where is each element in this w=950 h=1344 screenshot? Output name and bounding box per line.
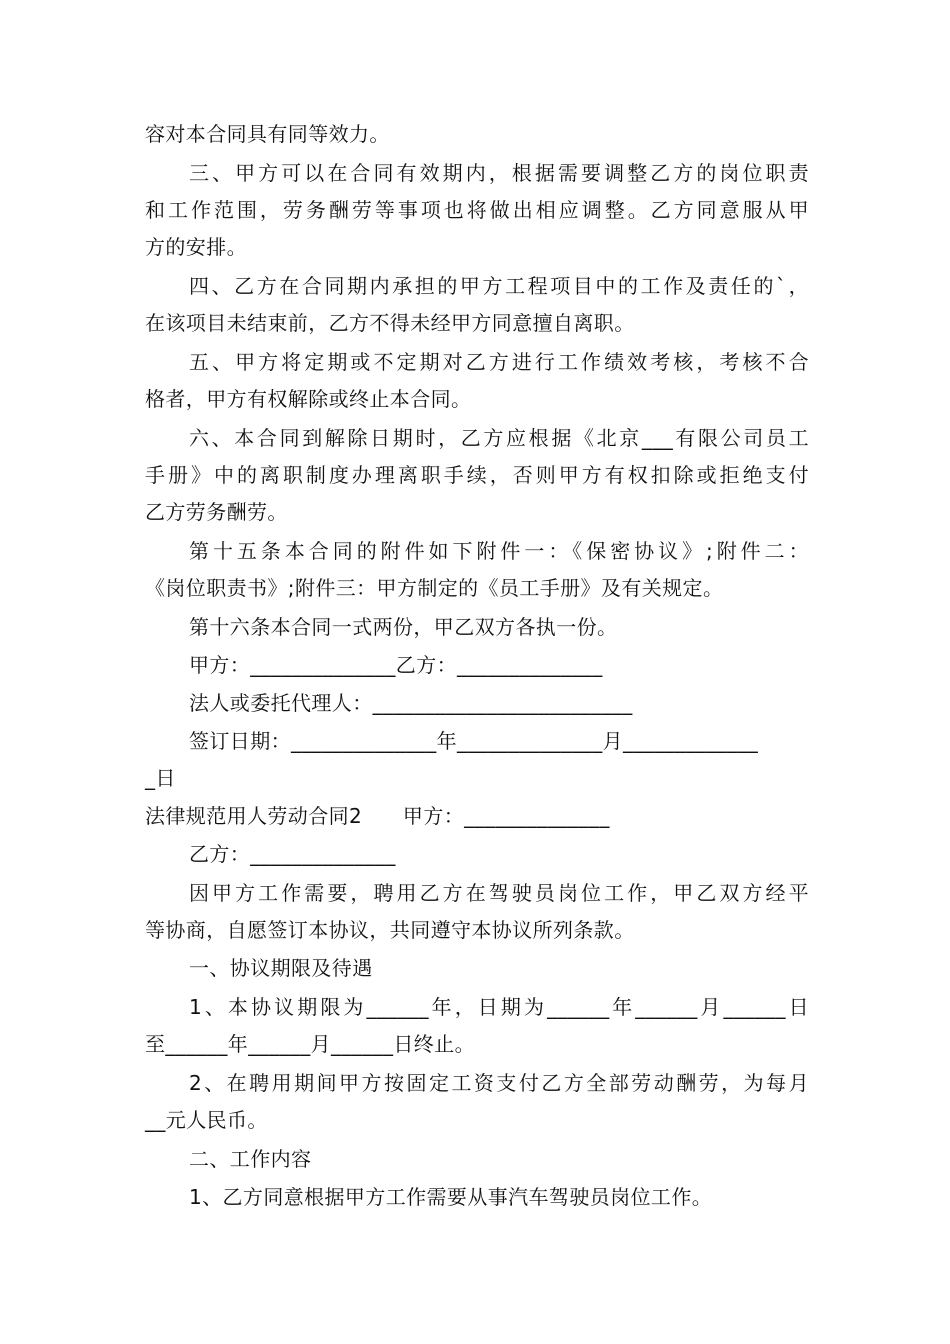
document-page (145, 116, 809, 1216)
text-line: 1、本协议期限为______年，日期为______年______月______日 (189, 995, 809, 1019)
text-line: 四、乙方在合同期内承担的甲方工程项目中的工作及责任的`， (189, 274, 809, 298)
date-line: 签订日期：______________年______________月_____________ (189, 729, 759, 753)
signature-line: 甲方：______________乙方：______________ (189, 653, 603, 677)
text-line: 六、本合同到解除日期时，乙方应根据《北京___有限公司员工 (189, 426, 809, 450)
signature-line: 乙方：______________ (189, 842, 396, 866)
text-line: 容对本合同具有同等效力。 (145, 122, 390, 146)
text-line: 三、甲方可以在合同有效期内，根据需要调整乙方的岗位职责 (189, 161, 809, 185)
signature-line: 法人或委托代理人：_________________________ (189, 691, 633, 715)
text-line: 至______年______月______日终止。 (145, 1032, 475, 1056)
text-line: 第十五条本合同的附件如下附件一：《保密协议》;附件二： (189, 539, 809, 563)
text-line: 第十六条本合同一式两份，甲乙双方各执一份。 (189, 615, 618, 639)
text-line: 1、乙方同意根据甲方工作需要从事汽车驾驶员岗位工作。 (189, 1185, 713, 1209)
text-line: 乙方劳务酬劳。 (145, 500, 288, 524)
text-line: 因甲方工作需要，聘用乙方在驾驶员岗位工作，甲乙双方经平 (189, 881, 809, 905)
section-title: 法律规范用人劳动合同2 甲方：______________ (145, 804, 610, 828)
text-line: 五、甲方将定期或不定期对乙方进行工作绩效考核，考核不合 (189, 350, 809, 374)
text-line: _日 (145, 766, 176, 790)
text-line: 2、在聘用期间甲方按固定工资支付乙方全部劳动酬劳，为每月 (189, 1071, 809, 1095)
text-line: 在该项目未结束前，乙方不得未经甲方同意擅自离职。 (145, 311, 635, 335)
text-line: 和工作范围，劳务酬劳等事项也将做出相应调整。乙方同意服从甲 (145, 198, 809, 222)
text-line: __元人民币。 (145, 1108, 268, 1132)
text-line: 等协商，自愿签订本协议，共同遵守本协议所列条款。 (145, 918, 635, 942)
clause-heading: 二、工作内容 (189, 1147, 312, 1171)
clause-heading: 一、协议期限及待遇 (189, 956, 373, 980)
text-line: 《岗位职责书》;附件三：甲方制定的《员工手册》及有关规定。 (145, 576, 724, 600)
text-line: 方的安排。 (145, 235, 247, 259)
text-line: 手册》中的离职制度办理离职手续，否则甲方有权扣除或拒绝支付 (145, 463, 809, 487)
text-line: 格者，甲方有权解除或终止本合同。 (145, 387, 472, 411)
